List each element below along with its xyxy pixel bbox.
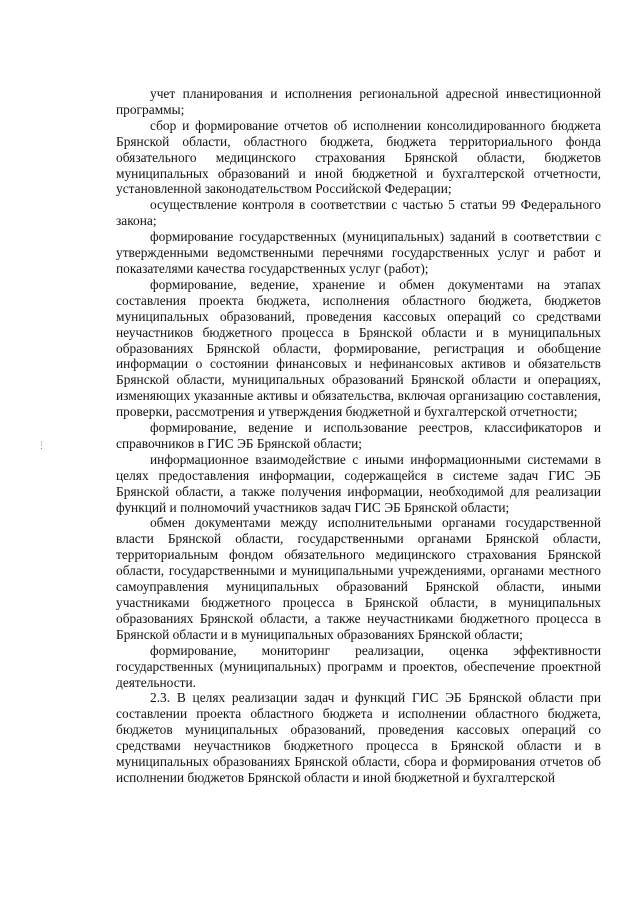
document-body bbox=[116, 86, 601, 786]
paragraph-programs-monitoring: формирование, мониторинг реализации, оценка эффективности государственных (муниципальных) программ и проектов, обеспечение проектной деятельности. bbox=[116, 642, 601, 690]
paragraph-control: осуществление контроля в соответствии с частью 5 статьи 99 Федерального закона; bbox=[116, 197, 601, 229]
paragraph-document-exchange: формирование, ведение, хранение и обмен документами на этапах составления проекта бюджета, исполнения областного бюджета, бюджетов муниципальных образований, проведения кассовых операций со средствами неучастников бюджетного процесса в Брянской области и в муниципальных образованиях Брянской области, формирование, регистрация и обобщение информации о состоянии финансовых и нефинансовых активов и обязательств Брянской области, муниципальных образований Брянской области и операциях, изменяющих указанные активы и обязательства, включая организацию составления, проверки, рассмотрения и утверждения бюджетной и бухгалтерской отчетности; bbox=[116, 276, 601, 420]
paragraph-investment-program: учет планирования и исполнения региональной адресной инвестиционной программы; bbox=[116, 86, 601, 117]
paragraph-section-2-3: 2.3. В целях реализации задач и функций ГИС ЭБ Брянской области при составлении проекта областного бюджета и исполнении областного бюджета, бюджетов муниципальных образований, проведения кассовых операций со средствами неучастников бюджетного процесса в Брянской области и в муниципальных образованиях Брянской области, сбора и формирования отчетов об исполнении бюджетов Брянской области и иной бюджетной и бухгалтерской bbox=[116, 690, 601, 785]
margin-mark: ⋮ bbox=[37, 441, 46, 451]
paragraph-information-interaction: информационное взаимодействие с иными информационными системами в целях предоставления информации, содержащейся в системе задач ГИС ЭБ Брянской области, а также получения информации, необходимой для реализации функций и полномочий участников задач ГИС ЭБ Брянской области; bbox=[116, 451, 601, 515]
paragraph-interagency-exchange: обмен документами между исполнительными органами государственной власти Брянской области, государственными органами Брянской области, территориальным фондом обязательного медицинского страхования Брянской области, государственными и муниципальными учреждениями, органами местного самоуправления муниципальных образований Брянской области, иными участниками бюджетного процесса в Брянской области, в муниципальных образованиях Брянской области, а также неучастниками бюджетного процесса в Брянской области и в муниципальных образованиях Брянской области; bbox=[116, 515, 601, 642]
paragraph-budget-reports: сбор и формирование отчетов об исполнении консолидированного бюджета Брянской области, областного бюджета, бюджета территориального фонда обязательного медицинского страхования Брянской области, бюджетов муниципальных образований и иной бюджетной и бухгалтерской отчетности, установленной законодательством Российской Федерации; bbox=[116, 117, 601, 197]
paragraph-state-tasks: формирование государственных (муниципальных) заданий в соответствии с утвержденными ведомственными перечнями государственных услуг и работ и показателями качества государственных услуг (работ); bbox=[116, 229, 601, 276]
paragraph-registers: формирование, ведение и использование реестров, классификаторов и справочников в ГИС ЭБ Брянской области; bbox=[116, 420, 601, 451]
